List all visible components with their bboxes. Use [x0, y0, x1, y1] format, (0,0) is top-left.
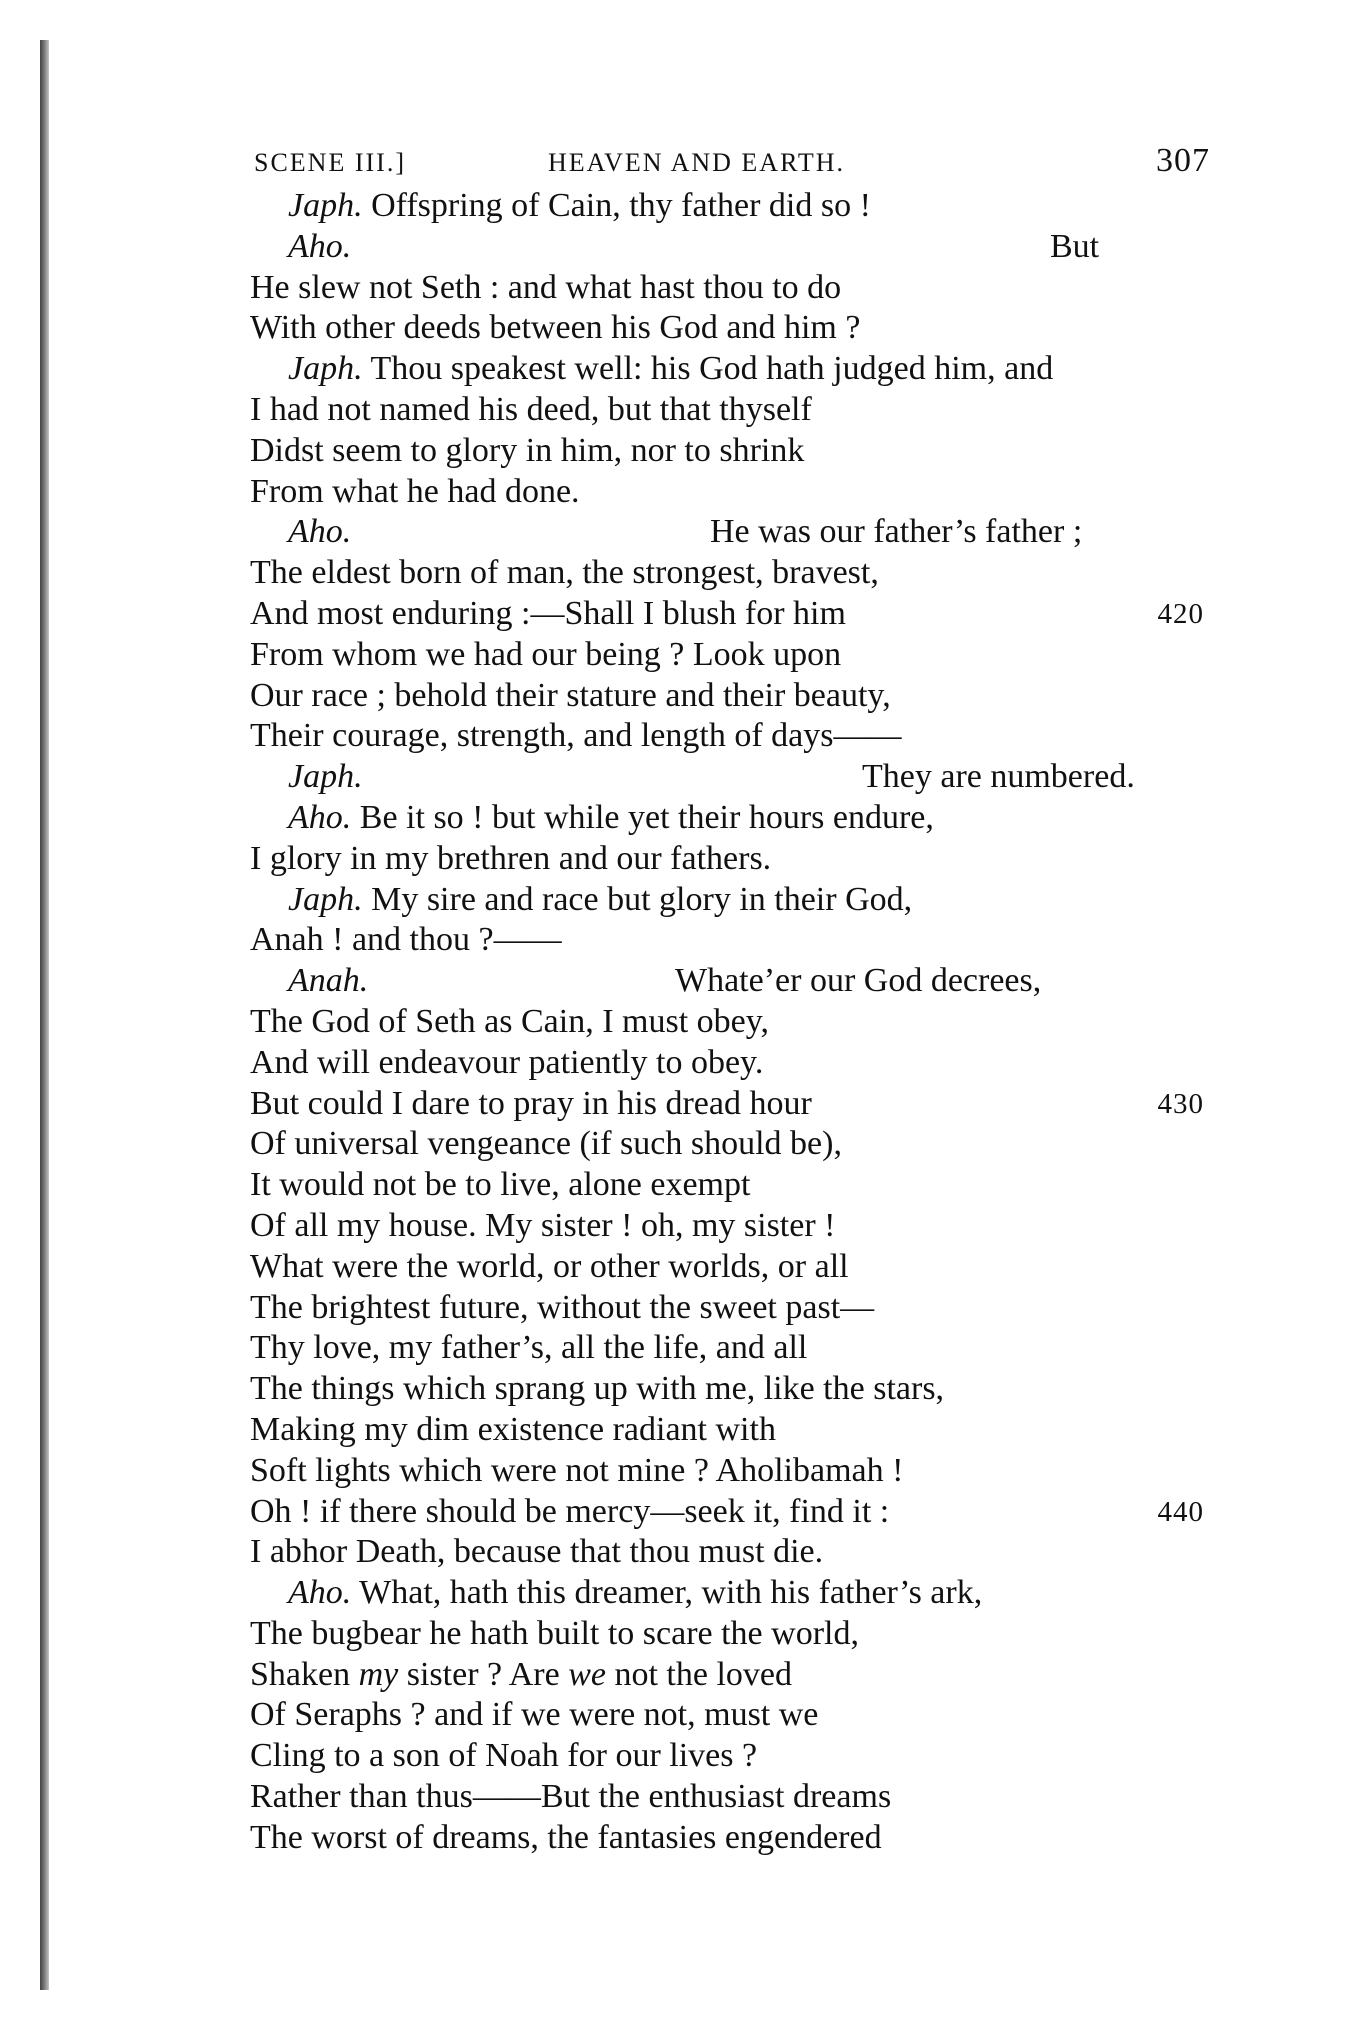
- verse-line: [250, 1124, 1210, 1165]
- verse-body: [250, 186, 1210, 1859]
- emphasis: we: [568, 1655, 606, 1693]
- speaker-name: Anah.: [288, 962, 369, 1000]
- line-text: Making my dim existence radiant with: [250, 1410, 776, 1448]
- verse-line: [250, 268, 1210, 309]
- speaker-name: Japh.: [288, 350, 363, 388]
- verse-line: [250, 920, 1210, 961]
- verse-line: [250, 1655, 1210, 1696]
- verse-line: [250, 512, 1210, 553]
- verse-line: [250, 798, 1210, 839]
- speaker-name: Japh.: [288, 758, 363, 796]
- line-text: From what he had done.: [250, 472, 580, 510]
- line-text: not the loved: [605, 1655, 793, 1693]
- line-continuation: He was our father’s father ;: [710, 513, 1083, 551]
- verse-line: [250, 1777, 1210, 1818]
- line-text: And most enduring :—Shall I blush for him: [250, 594, 846, 632]
- verse-line: [250, 1288, 1210, 1329]
- verse-line: [250, 676, 1210, 717]
- verse-line: [250, 1002, 1210, 1043]
- line-text: The bugbear he hath built to scare the world,: [250, 1614, 859, 1652]
- running-title: HEAVEN AND EARTH.: [548, 148, 846, 177]
- verse-line: [250, 1328, 1210, 1369]
- line-text: Of all my house. My sister ! oh, my sister !: [250, 1206, 836, 1244]
- line-text: Thy love, my father’s, all the life, and all: [250, 1329, 808, 1367]
- speaker-name: Aho.: [288, 513, 352, 551]
- verse-line: [250, 186, 1210, 227]
- verse-line: [250, 716, 1210, 757]
- line-text: He slew not Seth : and what hast thou to do: [250, 268, 842, 306]
- verse-line: [250, 431, 1210, 472]
- scene-label: SCENE III.]: [254, 148, 406, 177]
- line-text: The worst of dreams, the fantasies engendered: [250, 1818, 882, 1856]
- verse-line: [250, 1614, 1210, 1655]
- verse-line: [250, 1410, 1210, 1451]
- line-continuation: Whate’er our God decrees,: [675, 962, 1042, 1000]
- line-text: Thou speakest well: his God hath judged him, and: [362, 350, 1054, 388]
- line-number: 430: [1157, 1087, 1204, 1120]
- line-text: I glory in my brethren and our fathers.: [250, 839, 772, 877]
- line-text: Their courage, strength, and length of days——: [250, 717, 902, 755]
- line-text: Offspring of Cain, thy father did so !: [362, 187, 871, 224]
- verse-line: [250, 1695, 1210, 1736]
- line-text: The things which sprang up with me, like the stars,: [250, 1370, 945, 1408]
- verse-line: [250, 1206, 1210, 1247]
- line-text: It would not be to live, alone exempt: [250, 1166, 751, 1204]
- line-text: Oh ! if there should be mercy—seek it, find it :: [250, 1492, 890, 1530]
- line-text: Shaken: [250, 1655, 359, 1693]
- verse-line: [250, 1369, 1210, 1410]
- line-text: The God of Seth as Cain, I must obey,: [250, 1002, 770, 1040]
- verse-line: [250, 1165, 1210, 1206]
- verse-line: [250, 961, 1210, 1002]
- speaker-name: Aho.: [288, 1574, 352, 1612]
- line-text: Rather than thus——But the enthusiast dreams: [250, 1778, 892, 1816]
- line-text: And will endeavour patiently to obey.: [250, 1043, 764, 1081]
- verse-line: [250, 390, 1210, 431]
- line-text: Soft lights which were not mine ? Aholibamah !: [250, 1451, 904, 1489]
- verse-line: [250, 472, 1210, 513]
- line-continuation: They are numbered.: [862, 758, 1135, 796]
- line-text: From whom we had our being ? Look upon: [250, 635, 842, 673]
- speaker-name: Japh.: [288, 880, 363, 918]
- verse-line: [250, 1043, 1210, 1084]
- line-text: But could I dare to pray in his dread hour: [250, 1084, 812, 1122]
- line-text: I abhor Death, because that thou must die.: [250, 1533, 824, 1571]
- book-page: [250, 144, 1210, 1859]
- emphasis: my: [358, 1655, 399, 1693]
- verse-line: [250, 880, 1210, 921]
- verse-line: [250, 227, 1210, 268]
- verse-line: [250, 594, 1210, 635]
- line-text: sister ? Are: [398, 1655, 569, 1693]
- line-text: What were the world, or other worlds, or all: [250, 1247, 849, 1285]
- line-text: The brightest future, without the sweet past—: [250, 1288, 875, 1326]
- verse-line: [250, 553, 1210, 594]
- verse-line: [250, 757, 1210, 798]
- verse-line: [250, 1573, 1210, 1614]
- speaker-name: Aho.: [288, 227, 352, 265]
- verse-line: [250, 349, 1210, 390]
- verse-line: [250, 1247, 1210, 1288]
- line-text: Of universal vengeance (if such should be),: [250, 1125, 842, 1163]
- speaker-name: Aho.: [288, 798, 352, 836]
- verse-line: [250, 1492, 1210, 1533]
- verse-line: [250, 1084, 1210, 1125]
- verse-line: [250, 839, 1210, 880]
- line-number: 440: [1157, 1495, 1204, 1528]
- verse-line: [250, 308, 1210, 349]
- line-text: My sire and race but glory in their God,: [362, 880, 913, 918]
- verse-line: [250, 1451, 1210, 1492]
- line-text: Our race ; behold their stature and their beauty,: [250, 676, 891, 714]
- verse-line: [250, 1532, 1210, 1573]
- speaker-name: Japh.: [288, 187, 363, 224]
- line-text: Anah ! and thou ?——: [250, 921, 562, 959]
- line-text: Be it so ! but while yet their hours endure,: [351, 798, 934, 836]
- running-header: [250, 144, 1210, 186]
- line-text: Didst seem to glory in him, nor to shrink: [250, 431, 805, 469]
- line-number: 420: [1157, 597, 1204, 630]
- page-number: 307: [1156, 142, 1210, 179]
- verse-line: [250, 1818, 1210, 1859]
- line-text: With other deeds between his God and him ?: [250, 309, 861, 347]
- line-text: I had not named his deed, but that thyself: [250, 390, 812, 428]
- line-continuation: But: [1050, 227, 1100, 265]
- line-text: What, hath this dreamer, with his father’s ark,: [351, 1574, 983, 1612]
- line-text: Cling to a son of Noah for our lives ?: [250, 1737, 758, 1775]
- verse-line: [250, 635, 1210, 676]
- line-text: The eldest born of man, the strongest, bravest,: [250, 554, 879, 592]
- verse-line: [250, 1736, 1210, 1777]
- line-text: Of Seraphs ? and if we were not, must we: [250, 1696, 819, 1734]
- binding-shadow: [40, 40, 49, 1990]
